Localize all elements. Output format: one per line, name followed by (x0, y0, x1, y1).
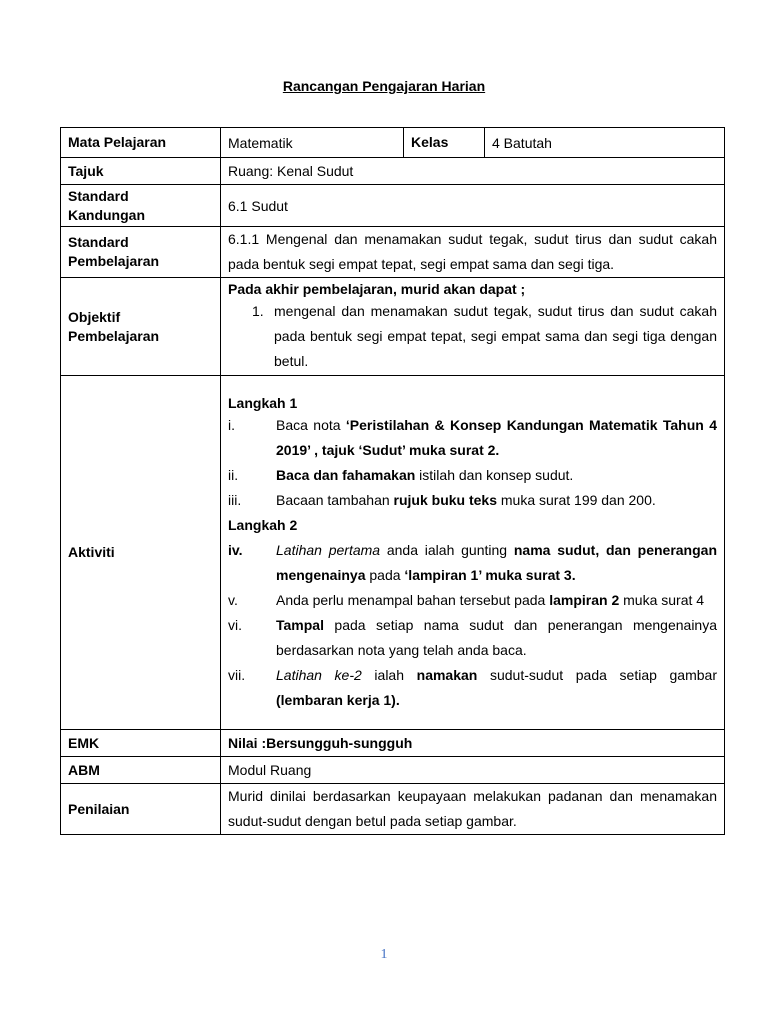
step-number: ii. (228, 466, 239, 483)
objektif-item (228, 299, 717, 374)
label-objektif (61, 278, 221, 376)
langkah-1-list (228, 413, 717, 513)
label-emk: EMK (61, 730, 221, 757)
value-objektif (221, 278, 725, 376)
step-text: Baca nota (276, 416, 346, 433)
row-mata-pelajaran (61, 128, 725, 158)
step-text: muka surat 199 dan 200. (497, 491, 656, 508)
label-penilaian: Penilaian (61, 784, 221, 835)
label-kelas: Kelas (404, 128, 485, 158)
step-iv (228, 538, 717, 588)
label-standard-kandungan-line1: Standard (68, 187, 129, 204)
objektif-intro: Pada akhir pembelajaran, murid akan dapat ; (228, 281, 526, 297)
step-text-bold: rujuk buku teks (393, 491, 497, 508)
step-ii (228, 463, 717, 488)
lesson-plan-table (60, 127, 725, 835)
step-text-bold: namakan (416, 666, 478, 683)
label-standard-pembelajaran-line2: Pembelajaran (68, 253, 160, 269)
page-number: 1 (380, 947, 388, 962)
step-text: pada (365, 566, 405, 583)
label-abm: ABM (61, 757, 221, 784)
value-abm: Modul Ruang (221, 757, 725, 784)
label-tajuk: Tajuk (61, 158, 221, 185)
step-text-bold: (lembaran kerja 1). (276, 691, 400, 708)
value-kelas: 4 Batutah (485, 128, 725, 158)
row-aktiviti (61, 376, 725, 730)
step-text: Anda perlu menampal bahan tersebut pada (276, 591, 550, 608)
row-abm (61, 757, 725, 784)
step-vi (228, 613, 717, 663)
objektif-item-text: mengenal dan menamakan sudut tegak, sudut tirus dan sudut cakah pada bentuk segi empat tepat, segi empat sama dan segi tiga dengan betul. (274, 303, 717, 369)
step-number: i. (228, 416, 235, 433)
step-text: istilah dan konsep sudut. (415, 466, 574, 483)
label-standard-kandungan (61, 185, 221, 227)
langkah-2-list (228, 538, 717, 713)
label-mata-pelajaran: Mata Pelajaran (61, 128, 221, 158)
step-text: ialah (361, 666, 417, 683)
label-aktiviti: Aktiviti (61, 376, 221, 730)
value-mata-pelajaran: Matematik (221, 128, 404, 158)
step-number: vi. (228, 616, 242, 633)
value-aktiviti (221, 376, 725, 730)
value-emk: Nilai :Bersungguh-sungguh (221, 730, 725, 757)
objektif-item-number: 1. (252, 303, 264, 319)
langkah-2-heading: Langkah 2 (228, 516, 298, 533)
step-text: muka surat 4 (619, 591, 705, 608)
step-number: iv. (228, 541, 243, 558)
step-vii (228, 663, 717, 713)
step-text: anda ialah gunting (380, 541, 514, 558)
step-text-italic: Latihan ke-2 (276, 666, 362, 683)
step-number: v. (228, 591, 238, 608)
value-tajuk: Ruang: Kenal Sudut (221, 158, 725, 185)
step-text: pada setiap nama sudut dan penerangan mengenainya berdasarkan nota yang telah anda baca. (276, 616, 717, 658)
step-text-bold: Tampal (276, 616, 324, 633)
value-standard-kandungan: 6.1 Sudut (221, 185, 725, 227)
row-tajuk (61, 158, 725, 185)
step-text-bold: ‘lampiran 1’ muka surat 3. (404, 566, 576, 583)
langkah-1-heading: Langkah 1 (228, 394, 298, 411)
step-text-bold: ‘Peristilahan & Konsep Kandungan Matematik Tahun 4 2019’ , tajuk ‘Sudut’ muka surat 2. (276, 416, 717, 458)
step-text-bold: Baca dan fahamakan (276, 466, 416, 483)
value-penilaian: Murid dinilai berdasarkan keupayaan melakukan padanan dan menamakan sudut-sudut dengan betul pada setiap gambar. (221, 784, 725, 835)
row-objektif (61, 278, 725, 376)
label-objektif-line2: Pembelajaran (68, 327, 160, 344)
value-standard-pembelajaran: 6.1.1 Mengenal dan menamakan sudut tegak, sudut tirus dan sudut cakah pada bentuk segi empat tepat, segi empat sama dan segi tiga. (221, 227, 725, 278)
row-standard-pembelajaran (61, 227, 725, 278)
step-text-bold: nama sudut, dan penerangan mengenainya (276, 541, 718, 583)
label-standard-pembelajaran-line1: Standard (68, 234, 129, 250)
label-standard-pembelajaran (61, 227, 221, 278)
step-number: iii. (228, 491, 242, 508)
step-text: Bacaan tambahan (276, 491, 394, 508)
row-standard-kandungan (61, 185, 725, 227)
document-title: Rancangan Pengajaran Harian (282, 78, 486, 94)
step-text-bold: lampiran 2 (549, 591, 620, 608)
label-standard-kandungan-line2: Kandungan (68, 206, 145, 223)
step-v (228, 588, 717, 613)
step-text: sudut-sudut pada setiap gambar (477, 666, 717, 683)
row-penilaian (61, 784, 725, 835)
row-emk (61, 730, 725, 757)
step-number: vii. (228, 666, 246, 683)
step-i (228, 413, 717, 463)
step-text-italic: Latihan pertama (276, 541, 381, 558)
step-iii (228, 488, 717, 513)
label-objektif-line1: Objektif (68, 308, 121, 325)
